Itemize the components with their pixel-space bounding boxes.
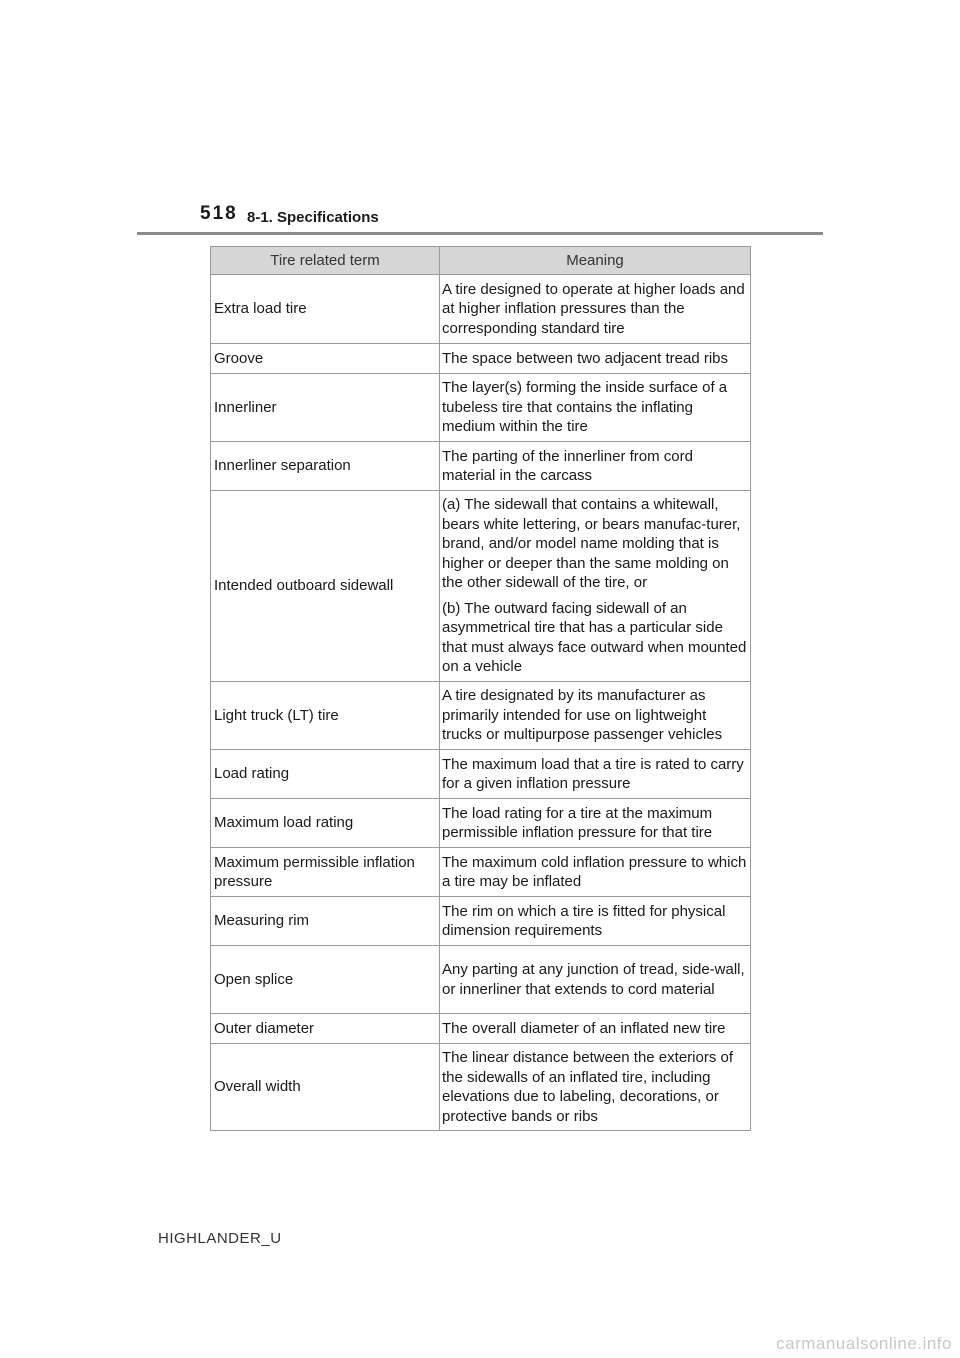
term-cell: Measuring rim bbox=[211, 897, 440, 946]
term-cell: Maximum permissible inflation pressure bbox=[211, 848, 440, 897]
meaning-cell bbox=[440, 275, 751, 344]
term-cell: Intended outboard sidewall bbox=[211, 491, 440, 682]
meaning-cell bbox=[440, 750, 751, 799]
term-cell: Maximum load rating bbox=[211, 799, 440, 848]
meaning-paragraph: The maximum cold inflation pressure to which a tire may be inflated bbox=[442, 853, 747, 890]
watermark: carmanualsonline.info bbox=[776, 1334, 952, 1353]
meaning-cell bbox=[440, 344, 751, 374]
meaning-cell bbox=[440, 442, 751, 491]
table-row bbox=[211, 1044, 751, 1131]
term-cell: Load rating bbox=[211, 750, 440, 799]
meaning-paragraph: A tire designated by its manufacturer as primarily intended for use on lightweight trucks or multipurpose passenger vehicles bbox=[442, 687, 723, 744]
table-row bbox=[211, 275, 751, 344]
page-number: 518 bbox=[200, 203, 238, 224]
table-row bbox=[211, 682, 751, 750]
meaning-paragraph: The parting of the innerliner from cord material in the carcass bbox=[442, 447, 693, 484]
term-cell: Overall width bbox=[211, 1044, 440, 1131]
meaning-paragraph: Any parting at any junction of tread, side-wall, or innerliner that extends to cord material bbox=[442, 961, 745, 998]
table-row bbox=[211, 374, 751, 442]
table-row bbox=[211, 1014, 751, 1044]
term-cell: Open splice bbox=[211, 946, 440, 1014]
meaning-paragraph: The space between two adjacent tread ribs bbox=[442, 349, 729, 367]
term-cell: Light truck (LT) tire bbox=[211, 682, 440, 750]
table-row bbox=[211, 344, 751, 374]
meaning-paragraph: A tire designed to operate at higher loads and at higher inflation pressures than the corresponding standard tire bbox=[442, 280, 745, 337]
meaning-paragraph: (a) The sidewall that contains a whitewall, bears white lettering, or bears manufac-turer, brand, and/or model name molding that is higher or deeper than the same molding on the other sidewall of the tire, or bbox=[442, 496, 741, 592]
tire-terms-table bbox=[210, 246, 751, 1131]
meaning-paragraph: (b) The outward facing sidewall of an asymmetrical tire that has a particular side that must always face outward when mounted on a vehicle bbox=[442, 599, 747, 676]
section-title: 8-1. Specifications bbox=[247, 209, 379, 226]
meaning-cell bbox=[440, 374, 751, 442]
meaning-cell bbox=[440, 799, 751, 848]
column-header-meaning: Meaning bbox=[440, 247, 751, 275]
term-cell: Groove bbox=[211, 344, 440, 374]
header-rule bbox=[137, 232, 823, 235]
meaning-paragraph: The linear distance between the exteriors of the sidewalls of an inflated tire, including elevations due to labeling, decorations, or protective bands or ribs bbox=[442, 1049, 733, 1125]
meaning-paragraph: The overall diameter of an inflated new tire bbox=[442, 1019, 726, 1037]
meaning-cell bbox=[440, 897, 751, 946]
term-cell: Extra load tire bbox=[211, 275, 440, 344]
meaning-cell bbox=[440, 682, 751, 750]
meaning-cell bbox=[440, 946, 751, 1014]
table-row bbox=[211, 897, 751, 946]
column-header-term: Tire related term bbox=[211, 247, 440, 275]
meaning-paragraph: The rim on which a tire is fitted for physical dimension requirements bbox=[442, 902, 726, 939]
term-cell: Outer diameter bbox=[211, 1014, 440, 1044]
meaning-paragraph: The load rating for a tire at the maximum permissible inflation pressure for that tire bbox=[442, 804, 713, 841]
meaning-cell bbox=[440, 491, 751, 682]
term-cell: Innerliner bbox=[211, 374, 440, 442]
table-row bbox=[211, 750, 751, 799]
meaning-paragraph: The layer(s) forming the inside surface of a tubeless tire that contains the inflating medium within the tire bbox=[442, 379, 728, 436]
table-row bbox=[211, 491, 751, 682]
meaning-cell bbox=[440, 1014, 751, 1044]
meaning-paragraph: The maximum load that a tire is rated to carry for a given inflation pressure bbox=[442, 755, 744, 792]
table-row bbox=[211, 848, 751, 897]
table-row bbox=[211, 799, 751, 848]
meaning-cell bbox=[440, 1044, 751, 1131]
table-row bbox=[211, 946, 751, 1014]
table-body bbox=[211, 275, 751, 1131]
table-header-row bbox=[211, 247, 751, 275]
meaning-cell bbox=[440, 848, 751, 897]
term-cell: Innerliner separation bbox=[211, 442, 440, 491]
table-row bbox=[211, 442, 751, 491]
footer-model-code: HIGHLANDER_U bbox=[158, 1230, 282, 1247]
